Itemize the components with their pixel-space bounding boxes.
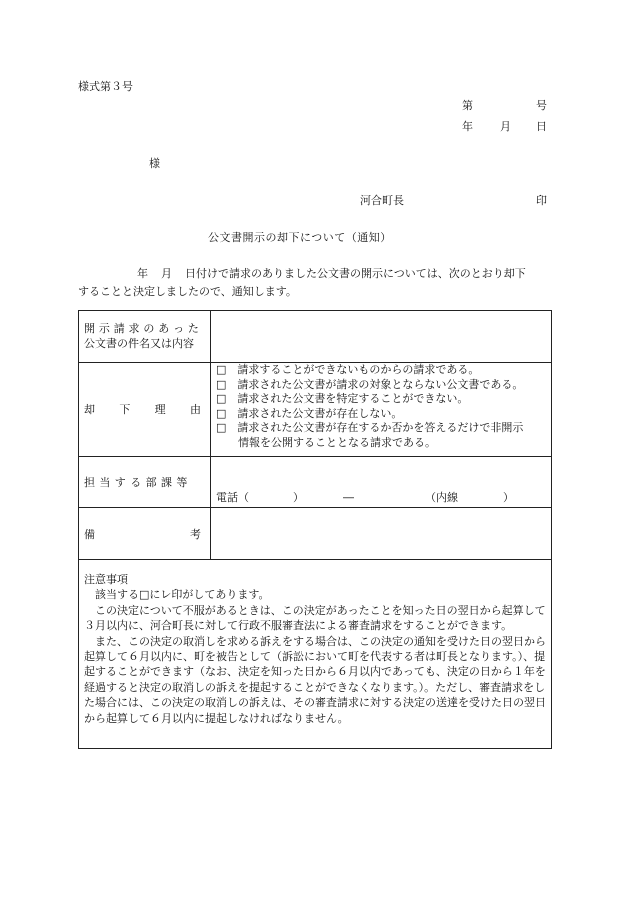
date-month: 月 (500, 120, 511, 133)
reason-checkbox-item[interactable]: □ 請求することができないものからの請求である。 (216, 363, 480, 376)
request-subject-value[interactable] (214, 321, 549, 355)
label-char: 理 (154, 403, 166, 416)
label-char: た (187, 322, 199, 335)
label-char: 却 (84, 403, 95, 416)
row-divider (79, 507, 551, 508)
rejection-reason-label (84, 402, 201, 417)
date-year: 年 (462, 120, 473, 133)
request-subject-label-line1 (84, 321, 199, 336)
row-divider (79, 456, 551, 457)
remarks-value[interactable] (214, 511, 549, 555)
doc-number-prefix: 第 (462, 99, 473, 112)
reason-checkbox-item[interactable]: □ 請求された公文書が存在するか否かを答えるだけで非開示 (216, 421, 524, 434)
notes-item: また、この決定の取消しを求める訴えをする場合は、この決定の通知を受けた日の翌日から起算して６月以内に、町を被告として（訴訟において町を代表する者は町長となります。）、提起することができます（なお、決定を知った日から６月以内であっても、決定の日から１年を経過すると決定の取消しの訴えを提起することができなくなります。）。ただし、審査請求をした場合には、この決定の取消しの訴えは、その審査請求に対する決定の送達を受けた日の翌日から起算して６月以内に提起しなければなりません。 (84, 634, 546, 725)
label-char: 下 (119, 403, 131, 416)
rejection-reason-list (216, 363, 523, 450)
document-title: 公文書開示の却下について（通知） (208, 231, 392, 244)
label-char: の (143, 322, 155, 335)
row-divider (79, 559, 551, 560)
reason-checkbox-item[interactable]: □ 請求された公文書を特定することができない。 (216, 392, 469, 405)
label-char: 備 (84, 528, 95, 541)
label-char: あ (158, 322, 170, 335)
phone-label: 電話（ (216, 491, 249, 504)
phone-dash: ― (343, 491, 354, 504)
label-char: 由 (189, 403, 201, 416)
label-char: 請 (113, 322, 125, 335)
label-char: 示 (98, 322, 110, 335)
form-number: 様式第３号 (78, 80, 133, 93)
label-char: っ (173, 322, 185, 335)
body-year: 年 (137, 267, 148, 280)
label-char: 開 (84, 322, 95, 335)
date-day: 日 (536, 120, 547, 133)
reason-checkbox-item[interactable]: □ 請求された公文書が存在しない。 (216, 406, 403, 420)
reason-checkbox-item[interactable]: □ 請求された公文書が請求の対象とならない公文書である。 (216, 377, 524, 391)
notes-item: 該当する□にレ印がしてあります。 (95, 588, 270, 602)
extension-close: ） (503, 491, 514, 504)
details-table (78, 310, 552, 749)
department-label: 担当する部課等 (84, 476, 192, 489)
body-month: 月 (161, 267, 172, 280)
issuer-title: 河合町長 (360, 194, 404, 207)
body-line1: 日付けで請求のありました公文書の開示については、次のとおり却下 (185, 267, 526, 280)
label-char: 求 (128, 322, 140, 335)
request-subject-label-line2: 公文書の件名又は内容 (84, 337, 194, 350)
seal-mark: 印 (536, 194, 547, 207)
notes-heading: 注意事項 (84, 573, 128, 586)
body-line2: することと決定しましたので、通知します。 (78, 285, 297, 298)
reason-checkbox-item-cont: 情報を公開することとなる請求である。 (216, 435, 436, 449)
notes-section (84, 572, 548, 726)
phone-close: ） (293, 491, 304, 504)
notes-item: この決定について不服があるときは、この決定があったことを知った日の翌日から起算して３月以内に、河合町長に対して行政不服審査法による審査請求をすることができます。 (84, 603, 546, 633)
label-char: 考 (190, 528, 201, 541)
remarks-label (84, 527, 201, 542)
extension-open: （内線 (425, 491, 458, 504)
doc-number-suffix: 号 (536, 99, 547, 112)
addressee-suffix: 様 (149, 157, 160, 170)
request-subject-label (84, 321, 199, 351)
column-divider (210, 311, 211, 559)
